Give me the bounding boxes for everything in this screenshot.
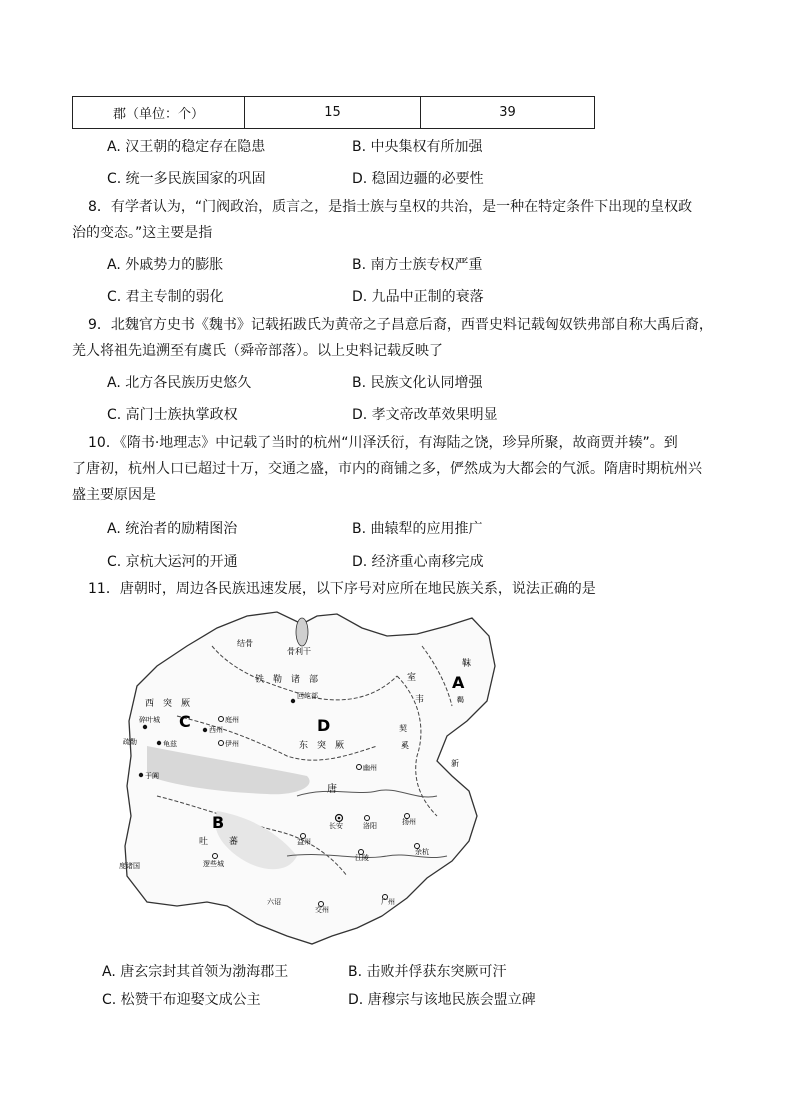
label-xi: 奚 bbox=[401, 741, 409, 750]
label-shiwei-1: 室 bbox=[407, 673, 417, 683]
table-row bbox=[73, 97, 595, 129]
label-mohe-2: 鞨 bbox=[457, 696, 464, 704]
label-jiegu: 结骨 bbox=[237, 639, 253, 648]
q9-option-a: A. 北方各民族历史悠久 bbox=[107, 375, 252, 391]
q9-stem-line2: 羌人将祖先追溯至有虞氏（舜帝部落）。以上史料记载反映了 bbox=[72, 343, 443, 359]
label-tingzhou: 庭州 bbox=[225, 716, 239, 724]
city-dot bbox=[143, 725, 147, 729]
city-dot bbox=[139, 773, 143, 777]
capital-center bbox=[338, 817, 341, 820]
table-row-label: 郡（单位：个） bbox=[73, 97, 245, 129]
label-suiye: 碎叶城 bbox=[139, 716, 160, 724]
q7-option-c: C. 统一多民族国家的巩固 bbox=[107, 171, 266, 187]
label-changan: 长安 bbox=[329, 822, 343, 830]
label-jiangling: 江陵 bbox=[355, 854, 369, 862]
q8-option-a: A. 外戚势力的膨胀 bbox=[107, 257, 224, 273]
q11-option-c: C. 松赞干布迎娶文成公主 bbox=[102, 992, 261, 1008]
q8-option-b: B. 南方士族专权严重 bbox=[352, 257, 483, 273]
q10-option-b: B. 曲辕犁的应用推广 bbox=[352, 521, 483, 537]
q9-option-d: D. 孝文帝改革效果明显 bbox=[352, 407, 498, 423]
q10-option-d: D. 经济重心南移完成 bbox=[352, 554, 484, 570]
q7-option-a: A. 汉王朝的稳定存在隐患 bbox=[107, 139, 266, 155]
label-yizhou2: 益州 bbox=[297, 838, 311, 846]
label-mohe-1: 靺 bbox=[462, 659, 472, 669]
q11-stem: 11．唐朝时，周边各民族迅速发展，以下序号对应所在地民族关系，说法正确的是 bbox=[88, 581, 596, 597]
baikal-lake bbox=[296, 618, 308, 646]
label-tubo-2: 蕃 bbox=[229, 837, 239, 847]
label-tubo-1: 吐 bbox=[199, 837, 209, 847]
q9-option-b: B. 民族文化认同增强 bbox=[352, 375, 483, 391]
table-cell: 39 bbox=[421, 97, 595, 129]
map-marker-a: A bbox=[452, 673, 465, 692]
q7-option-b: B. 中央集权有所加强 bbox=[352, 139, 483, 155]
q10-option-c: C. 京杭大运河的开通 bbox=[107, 554, 238, 570]
q8-option-d: D. 九品中正制的衰落 bbox=[352, 289, 484, 305]
city-dot bbox=[203, 728, 207, 732]
label-shiwei-2: 韦 bbox=[415, 695, 425, 705]
city-dot bbox=[157, 741, 161, 745]
q10-stem-line3: 盛主要原因是 bbox=[72, 487, 156, 503]
label-luoxie: 逻些城 bbox=[203, 860, 224, 868]
label-yangzhou: 扬州 bbox=[402, 818, 416, 826]
q8-option-c: C. 君主专制的弱化 bbox=[107, 289, 224, 305]
label-xitujue: 西 突 厥 bbox=[145, 699, 191, 709]
label-xinluo: 新 bbox=[451, 759, 459, 768]
q8-stem-line1: 8．有学者认为，“门阀政治，质言之，是指士族与皇权的共治，是一种在特定条件下出现的皇权政 bbox=[88, 199, 693, 215]
map-marker-d: D bbox=[317, 716, 331, 735]
q11-option-a: A. 唐玄宗封其首领为渤海郡王 bbox=[102, 964, 289, 980]
city-dot bbox=[291, 699, 295, 703]
tang-dynasty-map bbox=[117, 606, 497, 946]
label-yizhou: 伊州 bbox=[225, 740, 239, 748]
label-huihe: 回纥部 bbox=[297, 692, 318, 700]
label-luoyang: 洛阳 bbox=[363, 822, 377, 830]
label-dongtujue: 东 突 厥 bbox=[299, 741, 345, 751]
label-tiele: 铁 勒 诸 部 bbox=[255, 675, 319, 685]
q9-option-c: C. 高门士族执掌政权 bbox=[107, 407, 238, 423]
q10-stem-line2: 了唐初，杭州人口已超过十万，交通之盛，市内的商铺之多，俨然成为大都会的气派。隋唐时期杭州兴 bbox=[72, 461, 702, 477]
label-yutian: 于阗 bbox=[145, 772, 159, 780]
q11-option-d: D. 唐穆宗与该地民族会盟立碑 bbox=[348, 992, 536, 1008]
label-qidan: 契 bbox=[399, 724, 407, 733]
label-guliqian: 骨利干 bbox=[287, 647, 311, 656]
label-tang: 唐 bbox=[327, 784, 337, 795]
q10-option-a: A. 统治者的励精图治 bbox=[107, 521, 238, 537]
q11-option-b: B. 击败并俘获东突厥可汗 bbox=[348, 964, 507, 980]
q7-option-d: D. 稳固边疆的必要性 bbox=[352, 171, 484, 187]
label-guangzhou: 广州 bbox=[381, 898, 395, 906]
label-liuzhao: 六诏 bbox=[267, 898, 281, 906]
label-hangzhou: 余杭 bbox=[415, 848, 429, 856]
label-xizhou: 西州 bbox=[209, 726, 223, 734]
q10-stem-line1: 10．《隋书·地理志》中记载了当时的杭州“川泽沃衍，有海陆之饶，珍异所聚，故商贾并辏”。到 bbox=[88, 435, 678, 451]
label-shule: 疏勒 bbox=[123, 738, 137, 746]
map-marker-b: B bbox=[212, 813, 225, 832]
q8-stem-line2: 治的变态。”这主要是指 bbox=[72, 225, 213, 241]
label-qiuci: 龟兹 bbox=[163, 740, 177, 748]
comparison-table bbox=[72, 96, 595, 129]
q9-stem-line1: 9．北魏官方史书《魏书》记载拓跋氏为黄帝之子昌意后裔，西晋史料记载匈奴铁弗部自称大禹后裔， bbox=[88, 317, 713, 333]
table-cell: 15 bbox=[245, 97, 421, 129]
map-marker-c: C bbox=[179, 712, 191, 731]
label-duzhuguo: 度诸国 bbox=[119, 862, 140, 870]
label-jiaozhou: 交州 bbox=[315, 906, 329, 914]
label-youzhou: 幽州 bbox=[363, 764, 377, 772]
